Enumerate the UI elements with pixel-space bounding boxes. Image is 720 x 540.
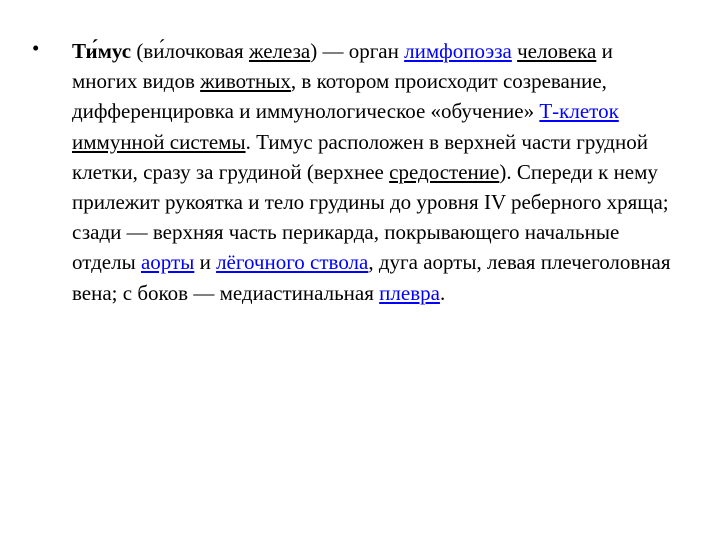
link-animals[interactable]: животных xyxy=(200,69,291,94)
link-gland[interactable]: железа xyxy=(248,39,311,63)
link-mediastinum[interactable]: средостение xyxy=(389,159,500,184)
link-lymphopoiesis[interactable]: лимфопоэза xyxy=(404,39,512,63)
link-aorta[interactable]: аорты xyxy=(140,250,195,275)
text-segment: . xyxy=(439,280,446,305)
text-block xyxy=(72,36,682,308)
text-segment: ). Спереди к нему прилежит рукоятка и тело грудины до уровня IV реберного хряща; сзади — верхняя часть перикарда, покрывающего начальные отделы xyxy=(72,159,669,275)
bullet-marker: • xyxy=(32,36,40,60)
text-segment: ) — орган xyxy=(310,39,405,63)
text-segment: (ви́лочковая xyxy=(131,39,249,63)
text-segment: . Тимус расположен в верхней части грудной клетки, сразу за грудиной (верхнее xyxy=(72,129,648,184)
text-segment: и xyxy=(194,250,217,275)
link-immune-system[interactable]: иммунной системы xyxy=(72,129,246,154)
link-t-cells[interactable]: Т-клеток xyxy=(539,99,619,124)
term-thymus: Ти́мус xyxy=(72,39,132,63)
link-pleura[interactable]: плевра xyxy=(379,280,440,305)
text-segment: , дуга аорты, левая плечеголовная вена; с боков — медиастинальная xyxy=(72,250,671,305)
link-pulmonary-trunk[interactable]: лёгочного ствола xyxy=(216,250,369,275)
text-segment: , в котором происходит созревание, дифференцировка и иммунологическое «обучение» xyxy=(72,69,607,124)
link-human[interactable]: человека xyxy=(517,39,597,63)
thymus-paragraph xyxy=(72,36,682,308)
text-segment: и многих видов xyxy=(72,39,613,94)
